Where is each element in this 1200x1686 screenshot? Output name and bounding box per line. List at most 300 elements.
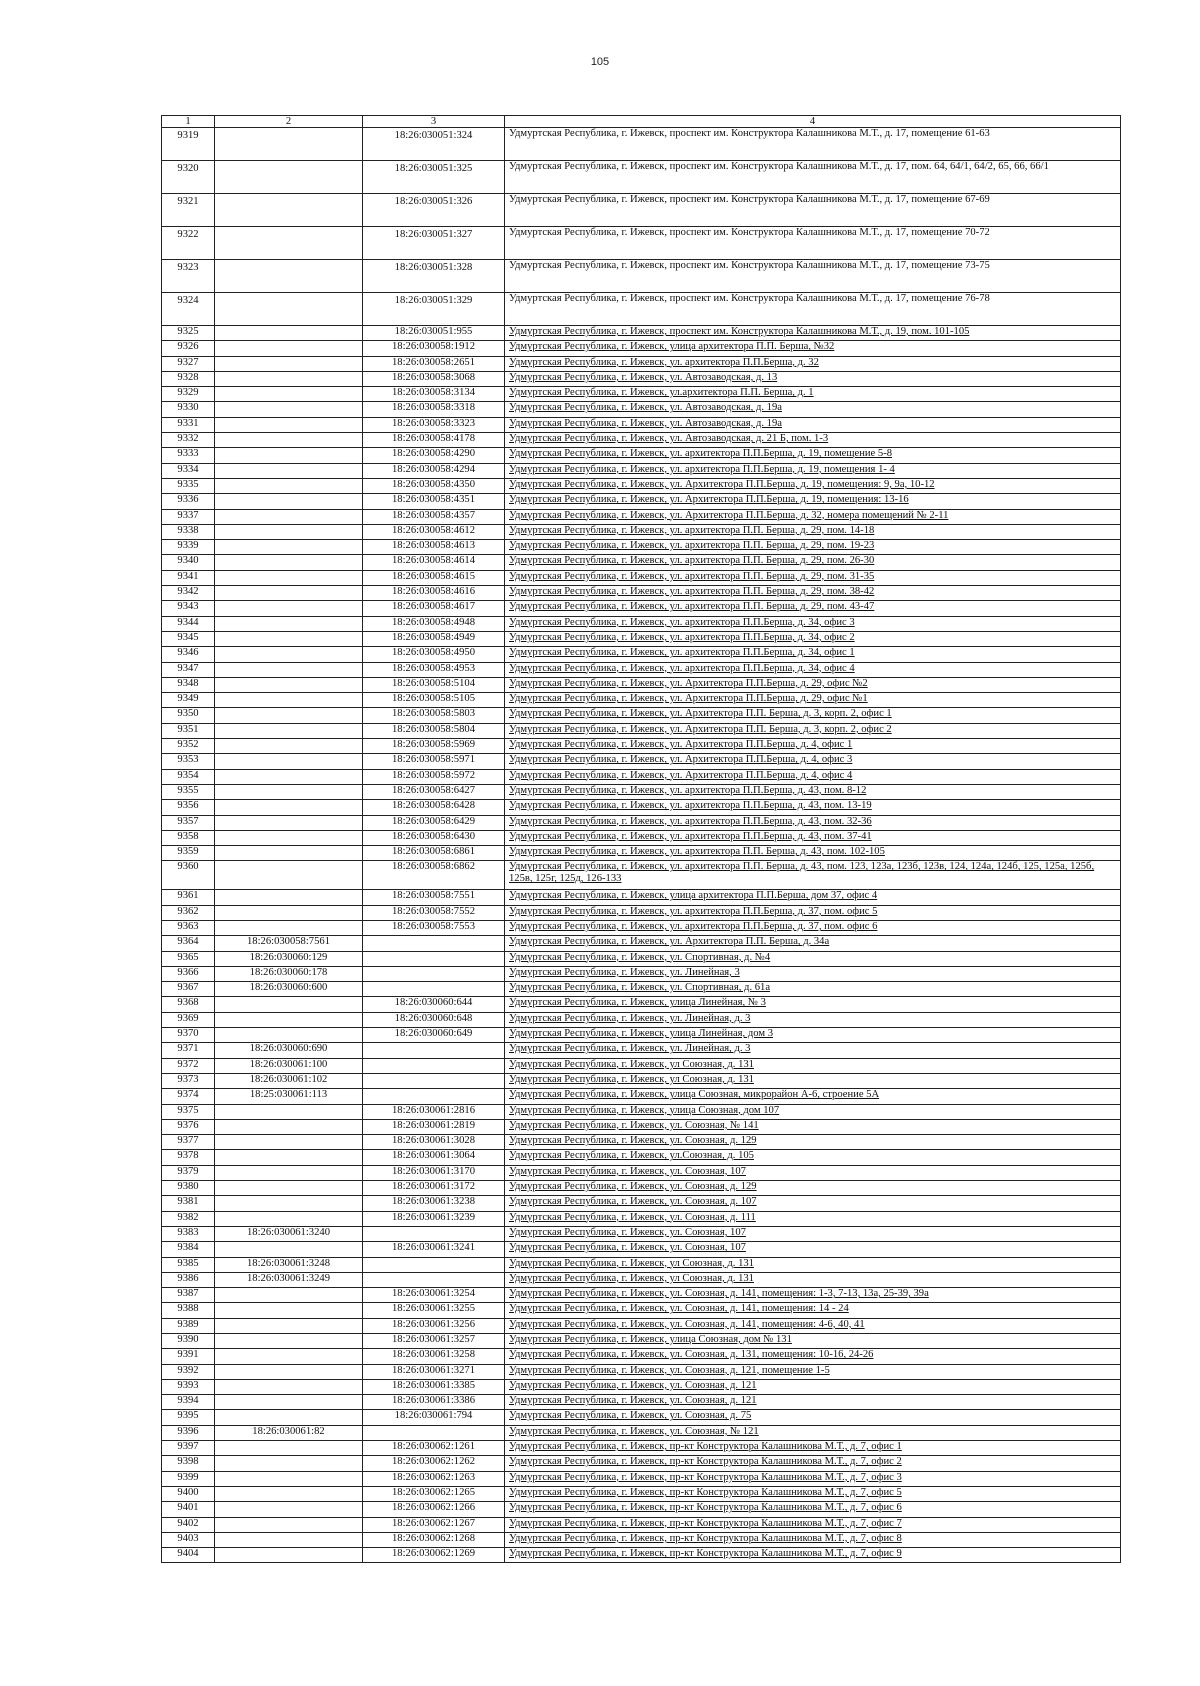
address-cell: Удмуртская Республика, г. Ижевск, ул. архитектора П.П. Берша, д. 43, пом. 123, 123а, 123б, 123в, 124, 124а, 124б, 125, 125а, 125б, 125в, 125г, 125д, 126-133: [505, 861, 1121, 890]
row-number: 9396: [162, 1425, 215, 1440]
address-cell: Удмуртская Республика, г. Ижевск, ул. Союзная, д. 131, помещения: 10-16, 24-26: [505, 1349, 1121, 1364]
cadastral-number-col2: [215, 905, 363, 920]
cadastral-number-col3: 18:26:030060:648: [363, 1012, 505, 1027]
address-cell: Удмуртская Республика, г. Ижевск, ул. Союзная, д. 121: [505, 1379, 1121, 1394]
cadastral-number-col2: 18:26:030061:102: [215, 1073, 363, 1088]
cadastral-number-col2: [215, 1135, 363, 1150]
row-number: 9384: [162, 1242, 215, 1257]
table-row: [162, 890, 1121, 905]
cadastral-number-col2: [215, 586, 363, 601]
table-row: [162, 693, 1121, 708]
row-number: 9361: [162, 890, 215, 905]
cadastral-number-col2: [215, 647, 363, 662]
cadastral-number-col3: 18:26:030058:4948: [363, 616, 505, 631]
cadastral-number-col3: 18:26:030051:955: [363, 326, 505, 341]
cadastral-number-col2: [215, 540, 363, 555]
row-number: 9398: [162, 1456, 215, 1471]
address-cell: Удмуртская Республика, г. Ижевск, ул. Архитектора П.П. Берша, д. 3, корп. 2, офис 2: [505, 723, 1121, 738]
address-cell: Удмуртская Республика, г. Ижевск, ул. Автозаводская, д. 21 Б, пом. 1-3: [505, 433, 1121, 448]
table-row: [162, 1257, 1121, 1272]
cadastral-number-col3: 18:26:030058:1912: [363, 341, 505, 356]
table-row: [162, 1181, 1121, 1196]
cadastral-number-col2: 18:26:030061:3249: [215, 1272, 363, 1287]
row-number: 9347: [162, 662, 215, 677]
cadastral-number-col3: 18:26:030061:3385: [363, 1379, 505, 1394]
row-number: 9381: [162, 1196, 215, 1211]
table-row: [162, 194, 1121, 227]
row-number: 9363: [162, 920, 215, 935]
address-cell: Удмуртская Республика, г. Ижевск, ул. Спортивная, д. 61а: [505, 982, 1121, 997]
row-number: 9378: [162, 1150, 215, 1165]
column-header-2: 2: [215, 116, 363, 128]
address-cell: Удмуртская Республика, г. Ижевск, ул. Архитектора П.П. Берша, д. 34а: [505, 936, 1121, 951]
cadastral-number-col2: [215, 616, 363, 631]
cadastral-number-col2: [215, 677, 363, 692]
cadastral-number-col3: 18:26:030061:3256: [363, 1318, 505, 1333]
address-cell: Удмуртская Республика, г. Ижевск, ул. архитектора П.П.Берша, д. 43, пом. 32-36: [505, 815, 1121, 830]
table-row: [162, 1395, 1121, 1410]
table-row: [162, 1272, 1121, 1287]
table-row: [162, 951, 1121, 966]
cadastral-number-col3: 18:26:030061:3255: [363, 1303, 505, 1318]
address-cell: Удмуртская Республика, г. Ижевск, улица Союзная, дом № 131: [505, 1334, 1121, 1349]
cadastral-number-col2: [215, 1288, 363, 1303]
table-row: [162, 387, 1121, 402]
cadastral-number-col2: 18:26:030058:7561: [215, 936, 363, 951]
address-cell: Удмуртская Республика, г. Ижевск, ул. Линейная, д. 3: [505, 1012, 1121, 1027]
column-header-3: 3: [363, 116, 505, 128]
address-cell: Удмуртская Республика, г. Ижевск, пр-кт Конструктора Калашникова М.Т., д. 7, офис 8: [505, 1532, 1121, 1547]
table-row: [162, 616, 1121, 631]
cadastral-number-col3: [363, 1043, 505, 1058]
header-row: [162, 116, 1121, 128]
row-number: 9402: [162, 1517, 215, 1532]
cadastral-number-col2: [215, 997, 363, 1012]
cadastral-number-col2: [215, 494, 363, 509]
address-cell: Удмуртская Республика, г. Ижевск, пр-кт Конструктора Калашникова М.Т., д. 7, офис 3: [505, 1471, 1121, 1486]
row-number: 9382: [162, 1211, 215, 1226]
address-cell: Удмуртская Республика, г. Ижевск, пр-кт Конструктора Калашникова М.Т., д. 7, офис 7: [505, 1517, 1121, 1532]
table-row: [162, 920, 1121, 935]
row-number: 9370: [162, 1028, 215, 1043]
row-number: 9362: [162, 905, 215, 920]
row-number: 9358: [162, 830, 215, 845]
address-cell: Удмуртская Республика, г. Ижевск, ул. архитектора П.П.Берша, д. 43, пом. 8-12: [505, 784, 1121, 799]
table-row: [162, 800, 1121, 815]
row-number: 9330: [162, 402, 215, 417]
table-row: [162, 784, 1121, 799]
table-row: [162, 371, 1121, 386]
row-number: 9392: [162, 1364, 215, 1379]
table-row: [162, 494, 1121, 509]
cadastral-number-col2: [215, 1165, 363, 1180]
row-number: 9320: [162, 161, 215, 194]
cadastral-number-col2: [215, 448, 363, 463]
address-cell: Удмуртская Республика, г. Ижевск, ул.архитектора П.П. Берша, д. 1: [505, 387, 1121, 402]
row-number: 9365: [162, 951, 215, 966]
cadastral-number-col2: [215, 1303, 363, 1318]
cadastral-number-col2: [215, 1532, 363, 1547]
row-number: 9346: [162, 647, 215, 662]
table-row: [162, 433, 1121, 448]
cadastral-number-col2: [215, 1502, 363, 1517]
cadastral-number-col3: 18:26:030061:3254: [363, 1288, 505, 1303]
row-number: 9324: [162, 293, 215, 326]
table-row: [162, 815, 1121, 830]
address-cell: Удмуртская Республика, г. Ижевск, проспект им. Конструктора Калашникова М.Т., д. 17, пом. 64, 64/1, 64/2, 65, 66, 66/1: [505, 161, 1121, 194]
cadastral-number-col2: [215, 601, 363, 616]
row-number: 9383: [162, 1226, 215, 1241]
address-cell: Удмуртская Республика, г. Ижевск, ул. Автозаводская, д. 13: [505, 371, 1121, 386]
cadastral-number-col2: [215, 708, 363, 723]
row-number: 9336: [162, 494, 215, 509]
row-number: 9386: [162, 1272, 215, 1287]
address-cell: Удмуртская Республика, г. Ижевск, ул. Союзная, № 141: [505, 1119, 1121, 1134]
cadastral-number-col3: 18:26:030060:644: [363, 997, 505, 1012]
cadastral-number-col3: [363, 1272, 505, 1287]
cadastral-number-col3: 18:26:030062:1267: [363, 1517, 505, 1532]
table-row: [162, 708, 1121, 723]
address-cell: Удмуртская Республика, г. Ижевск, ул. архитектора П.П.Берша, д. 37, пом. офис 5: [505, 905, 1121, 920]
row-number: 9377: [162, 1135, 215, 1150]
table-row: [162, 293, 1121, 326]
table-row: [162, 1135, 1121, 1150]
cadastral-number-col3: 18:26:030061:3271: [363, 1364, 505, 1379]
table-row: [162, 1364, 1121, 1379]
row-number: 9348: [162, 677, 215, 692]
row-number: 9389: [162, 1318, 215, 1333]
cadastral-number-col2: [215, 769, 363, 784]
cadastral-number-col2: 18:26:030061:3248: [215, 1257, 363, 1272]
cadastral-number-col2: [215, 433, 363, 448]
cadastral-number-col3: 18:26:030058:4949: [363, 631, 505, 646]
address-cell: Удмуртская Республика, г. Ижевск, улица Линейная, дом 3: [505, 1028, 1121, 1043]
cadastral-number-col3: 18:26:030051:325: [363, 161, 505, 194]
cadastral-number-col3: 18:26:030058:2651: [363, 356, 505, 371]
address-cell: Удмуртская Республика, г. Ижевск, ул Союзная, д. 131: [505, 1058, 1121, 1073]
cadastral-number-col2: 18:25:030061:113: [215, 1089, 363, 1104]
row-number: 9333: [162, 448, 215, 463]
cadastral-number-col2: [215, 784, 363, 799]
row-number: 9371: [162, 1043, 215, 1058]
cadastral-number-col2: [215, 1517, 363, 1532]
cadastral-number-col3: [363, 1425, 505, 1440]
row-number: 9329: [162, 387, 215, 402]
address-cell: Удмуртская Республика, г. Ижевск, ул Союзная, д. 131: [505, 1257, 1121, 1272]
address-cell: Удмуртская Республика, г. Ижевск, ул. архитектора П.П.Берша, д. 34, офис 3: [505, 616, 1121, 631]
row-number: 9393: [162, 1379, 215, 1394]
cadastral-number-col3: 18:26:030061:3241: [363, 1242, 505, 1257]
row-number: 9388: [162, 1303, 215, 1318]
table-row: [162, 341, 1121, 356]
row-number: 9351: [162, 723, 215, 738]
row-number: 9390: [162, 1334, 215, 1349]
address-cell: Удмуртская Республика, г. Ижевск, ул. Архитектора П.П.Берша, д. 4, офис 4: [505, 769, 1121, 784]
cadastral-number-col2: 18:26:030061:82: [215, 1425, 363, 1440]
cadastral-number-col2: [215, 1196, 363, 1211]
address-cell: Удмуртская Республика, г. Ижевск, улица Союзная, дом 107: [505, 1104, 1121, 1119]
cadastral-number-col3: 18:26:030058:7552: [363, 905, 505, 920]
table-row: [162, 830, 1121, 845]
table-row: [162, 1119, 1121, 1134]
row-number: 9397: [162, 1441, 215, 1456]
cadastral-number-col3: 18:26:030058:6862: [363, 861, 505, 890]
address-cell: Удмуртская Республика, г. Ижевск, ул. Союзная, д. 121, помещение 1-5: [505, 1364, 1121, 1379]
table-row: [162, 128, 1121, 161]
address-cell: Удмуртская Республика, г. Ижевск, ул. архитектора П.П.Берша, д. 19, помещения 1- 4: [505, 463, 1121, 478]
table-row: [162, 356, 1121, 371]
address-cell: Удмуртская Республика, г. Ижевск, пр-кт Конструктора Калашникова М.Т., д. 7, офис 6: [505, 1502, 1121, 1517]
cadastral-number-col2: [215, 1119, 363, 1134]
row-number: 9400: [162, 1486, 215, 1501]
row-number: 9321: [162, 194, 215, 227]
cadastral-number-col2: [215, 570, 363, 585]
cadastral-number-col2: [215, 631, 363, 646]
row-number: 9319: [162, 128, 215, 161]
cadastral-number-col3: 18:26:030051:328: [363, 260, 505, 293]
table-row: [162, 1226, 1121, 1241]
row-number: 9335: [162, 478, 215, 493]
address-cell: Удмуртская Республика, г. Ижевск, ул. архитектора П.П.Берша, д. 37, пом. офис 6: [505, 920, 1121, 935]
cadastral-number-col3: 18:26:030058:5804: [363, 723, 505, 738]
cadastral-number-col2: [215, 800, 363, 815]
cadastral-number-col2: 18:26:030060:178: [215, 966, 363, 981]
row-number: 9325: [162, 326, 215, 341]
row-number: 9391: [162, 1349, 215, 1364]
row-number: 9356: [162, 800, 215, 815]
address-cell: Удмуртская Республика, г. Ижевск, проспект им. Конструктора Калашникова М.Т., д. 17, помещение 76-78: [505, 293, 1121, 326]
cadastral-number-col2: [215, 1486, 363, 1501]
cadastral-number-col3: 18:26:030051:326: [363, 194, 505, 227]
table-row: [162, 1456, 1121, 1471]
cadastral-number-col2: [215, 920, 363, 935]
row-number: 9367: [162, 982, 215, 997]
table-row: [162, 260, 1121, 293]
cadastral-number-col3: 18:26:030058:5972: [363, 769, 505, 784]
cadastral-number-col2: [215, 417, 363, 432]
cadastral-number-col3: 18:26:030061:3170: [363, 1165, 505, 1180]
address-cell: Удмуртская Республика, г. Ижевск, ул. Союзная, № 121: [505, 1425, 1121, 1440]
address-cell: Удмуртская Республика, г. Ижевск, ул. архитектора П.П. Берша, д. 43, пом. 102-105: [505, 846, 1121, 861]
row-number: 9399: [162, 1471, 215, 1486]
cadastral-number-col2: [215, 194, 363, 227]
table-row: [162, 463, 1121, 478]
page-number: 105: [590, 56, 610, 68]
cadastral-number-col3: 18:26:030061:3172: [363, 1181, 505, 1196]
cadastral-number-col3: 18:26:030061:3239: [363, 1211, 505, 1226]
table-row: [162, 1303, 1121, 1318]
cadastral-number-col3: 18:26:030058:4294: [363, 463, 505, 478]
table-row: [162, 570, 1121, 585]
cadastral-number-col3: 18:26:030058:4615: [363, 570, 505, 585]
cadastral-number-col3: 18:26:030058:4290: [363, 448, 505, 463]
address-cell: Удмуртская Республика, г. Ижевск, ул. Архитектора П.П.Берша, д. 32, номера помещений № 2-11: [505, 509, 1121, 524]
cadastral-number-col3: 18:26:030058:7551: [363, 890, 505, 905]
address-cell: Удмуртская Республика, г. Ижевск, ул. Союзная, 107: [505, 1226, 1121, 1241]
cadastral-number-col3: 18:26:030061:3238: [363, 1196, 505, 1211]
cadastral-number-col2: [215, 128, 363, 161]
cadastral-number-col2: [215, 478, 363, 493]
cadastral-number-col3: 18:26:030062:1265: [363, 1486, 505, 1501]
table-row: [162, 524, 1121, 539]
cadastral-number-col3: 18:26:030058:6429: [363, 815, 505, 830]
cadastral-number-col3: 18:26:030062:1269: [363, 1548, 505, 1563]
address-cell: Удмуртская Республика, г. Ижевск, ул. Архитектора П.П.Берша, д. 4, офис 1: [505, 739, 1121, 754]
address-cell: Удмуртская Республика, г. Ижевск, ул. Архитектора П.П.Берша, д. 4, офис 3: [505, 754, 1121, 769]
address-cell: Удмуртская Республика, г. Ижевск, ул. архитектора П.П.Берша, д. 43, пом. 37-41: [505, 830, 1121, 845]
table-row: [162, 966, 1121, 981]
table-row: [162, 1425, 1121, 1440]
cadastral-number-col2: [215, 161, 363, 194]
row-number: 9332: [162, 433, 215, 448]
cadastral-number-col2: [215, 326, 363, 341]
table-row: [162, 417, 1121, 432]
cadastral-number-col3: 18:26:030058:4178: [363, 433, 505, 448]
cadastral-number-col2: [215, 1395, 363, 1410]
address-cell: Удмуртская Республика, г. Ижевск, ул. архитектора П.П.Берша, д. 43, пом. 13-19: [505, 800, 1121, 815]
table-row: [162, 1242, 1121, 1257]
address-cell: Удмуртская Республика, г. Ижевск, ул. архитектора П.П. Берша, д. 29, пом. 38-42: [505, 586, 1121, 601]
cadastral-number-col3: 18:26:030058:3134: [363, 387, 505, 402]
address-cell: Удмуртская Республика, г. Ижевск, ул. архитектора П.П. Берша, д. 29, пом. 14-18: [505, 524, 1121, 539]
row-number: 9376: [162, 1119, 215, 1134]
cadastral-number-col2: 18:26:030061:100: [215, 1058, 363, 1073]
cadastral-number-col2: [215, 830, 363, 845]
address-cell: Удмуртская Республика, г. Ижевск, ул. Союзная, 107: [505, 1242, 1121, 1257]
cadastral-number-col2: [215, 815, 363, 830]
table-row: [162, 1012, 1121, 1027]
table-row: [162, 1548, 1121, 1563]
address-cell: Удмуртская Республика, г. Ижевск, ул. архитектора П.П. Берша, д. 29, пом. 26-30: [505, 555, 1121, 570]
cadastral-number-col2: [215, 1456, 363, 1471]
cadastral-number-col3: 18:26:030058:4617: [363, 601, 505, 616]
row-number: 9349: [162, 693, 215, 708]
row-number: 9372: [162, 1058, 215, 1073]
row-number: 9328: [162, 371, 215, 386]
address-cell: Удмуртская Республика, г. Ижевск, улица архитектора П.П.Берша, дом 37, офис 4: [505, 890, 1121, 905]
table-row: [162, 1486, 1121, 1501]
address-cell: Удмуртская Республика, г. Ижевск, ул. Линейная, д. 3: [505, 1043, 1121, 1058]
table-row: [162, 1318, 1121, 1333]
address-cell: Удмуртская Республика, г. Ижевск, ул. Архитектора П.П.Берша, д. 19, помещения: 9, 9а, 10-12: [505, 478, 1121, 493]
table-row: [162, 846, 1121, 861]
row-number: 9375: [162, 1104, 215, 1119]
cadastral-number-col2: [215, 1028, 363, 1043]
cadastral-number-col2: [215, 1150, 363, 1165]
cadastral-number-col2: [215, 1364, 363, 1379]
cadastral-number-col3: 18:26:030058:4950: [363, 647, 505, 662]
table-row: [162, 754, 1121, 769]
row-number: 9323: [162, 260, 215, 293]
table-row: [162, 1410, 1121, 1425]
cadastral-number-col3: 18:26:030058:4357: [363, 509, 505, 524]
address-cell: Удмуртская Республика, г. Ижевск, ул. Автозаводская, д. 19а: [505, 417, 1121, 432]
address-cell: Удмуртская Республика, г. Ижевск, ул. Союзная, д. 75: [505, 1410, 1121, 1425]
address-cell: Удмуртская Республика, г. Ижевск, ул. Союзная, д. 111: [505, 1211, 1121, 1226]
table-row: [162, 647, 1121, 662]
row-number: 9380: [162, 1181, 215, 1196]
cadastral-number-col3: [363, 1226, 505, 1241]
cadastral-number-col2: [215, 387, 363, 402]
cadastral-number-col2: [215, 227, 363, 260]
cadastral-number-col3: 18:26:030058:4350: [363, 478, 505, 493]
address-cell: Удмуртская Республика, г. Ижевск, ул. Архитектора П.П. Берша, д. 3, корп. 2, офис 1: [505, 708, 1121, 723]
cadastral-number-col2: [215, 1334, 363, 1349]
table-row: [162, 1517, 1121, 1532]
cadastral-number-col2: [215, 1441, 363, 1456]
cadastral-number-col3: 18:26:030051:324: [363, 128, 505, 161]
cadastral-number-col3: 18:26:030051:329: [363, 293, 505, 326]
row-number: 9342: [162, 586, 215, 601]
cadastral-number-col2: [215, 1349, 363, 1364]
table-row: [162, 1471, 1121, 1486]
row-number: 9334: [162, 463, 215, 478]
table-row: [162, 1043, 1121, 1058]
cadastral-number-col2: [215, 1410, 363, 1425]
address-cell: Удмуртская Республика, г. Ижевск, ул. архитектора П.П. Берша, д. 29, пом. 31-35: [505, 570, 1121, 585]
table-row: [162, 478, 1121, 493]
address-cell: Удмуртская Республика, г. Ижевск, ул Союзная, д. 131: [505, 1073, 1121, 1088]
row-number: 9374: [162, 1089, 215, 1104]
cadastral-number-col2: [215, 1548, 363, 1563]
cadastral-number-col3: 18:26:030058:3068: [363, 371, 505, 386]
cadastral-number-col2: [215, 402, 363, 417]
cadastral-number-col2: [215, 1379, 363, 1394]
cadastral-number-col2: 18:26:030060:600: [215, 982, 363, 997]
address-cell: Удмуртская Республика, г. Ижевск, проспект им. Конструктора Калашникова М.Т., д. 17, помещение 70-72: [505, 227, 1121, 260]
cadastral-number-col2: [215, 1211, 363, 1226]
cadastral-number-col2: [215, 693, 363, 708]
cadastral-number-col2: 18:26:030060:129: [215, 951, 363, 966]
cadastral-number-col2: [215, 723, 363, 738]
row-number: 9373: [162, 1073, 215, 1088]
table-row: [162, 936, 1121, 951]
cadastral-number-col3: 18:26:030060:649: [363, 1028, 505, 1043]
cadastral-number-col2: [215, 861, 363, 890]
cadastral-number-col3: 18:26:030058:4614: [363, 555, 505, 570]
cadastral-number-col3: 18:26:030061:3258: [363, 1349, 505, 1364]
address-cell: Удмуртская Республика, г. Ижевск, проспект им. Конструктора Калашникова М.Т., д. 19, пом. 101-105: [505, 326, 1121, 341]
cadastral-number-col3: 18:26:030058:5971: [363, 754, 505, 769]
row-number: 9357: [162, 815, 215, 830]
table-row: [162, 723, 1121, 738]
row-number: 9339: [162, 540, 215, 555]
cadastral-number-col3: 18:26:030058:4351: [363, 494, 505, 509]
row-number: 9352: [162, 739, 215, 754]
address-cell: Удмуртская Республика, г. Ижевск, ул. Линейная, 3: [505, 966, 1121, 981]
address-cell: Удмуртская Республика, г. Ижевск, ул. Архитектора П.П.Берша, д. 29, офис №2: [505, 677, 1121, 692]
address-cell: Удмуртская Республика, г. Ижевск, ул. архитектора П.П. Берша, д. 29, пом. 43-47: [505, 601, 1121, 616]
address-cell: Удмуртская Республика, г. Ижевск, ул. Союзная, д. 141, помещения: 14 - 24: [505, 1303, 1121, 1318]
cadastral-number-col2: [215, 754, 363, 769]
table-row: [162, 1196, 1121, 1211]
row-number: 9379: [162, 1165, 215, 1180]
address-cell: Удмуртская Республика, г. Ижевск, улица Линейная, № 3: [505, 997, 1121, 1012]
row-number: 9331: [162, 417, 215, 432]
table-row: [162, 1028, 1121, 1043]
address-cell: Удмуртская Республика, г. Ижевск, проспект им. Конструктора Калашникова М.Т., д. 17, помещение 73-75: [505, 260, 1121, 293]
cadastral-number-col2: [215, 1012, 363, 1027]
row-number: 9387: [162, 1288, 215, 1303]
table-body: [162, 128, 1121, 1563]
table-row: [162, 227, 1121, 260]
table-row: [162, 631, 1121, 646]
table-row: [162, 326, 1121, 341]
row-number: 9385: [162, 1257, 215, 1272]
row-number: 9368: [162, 997, 215, 1012]
cadastral-number-col2: [215, 555, 363, 570]
cadastral-number-col3: 18:26:030058:3318: [363, 402, 505, 417]
